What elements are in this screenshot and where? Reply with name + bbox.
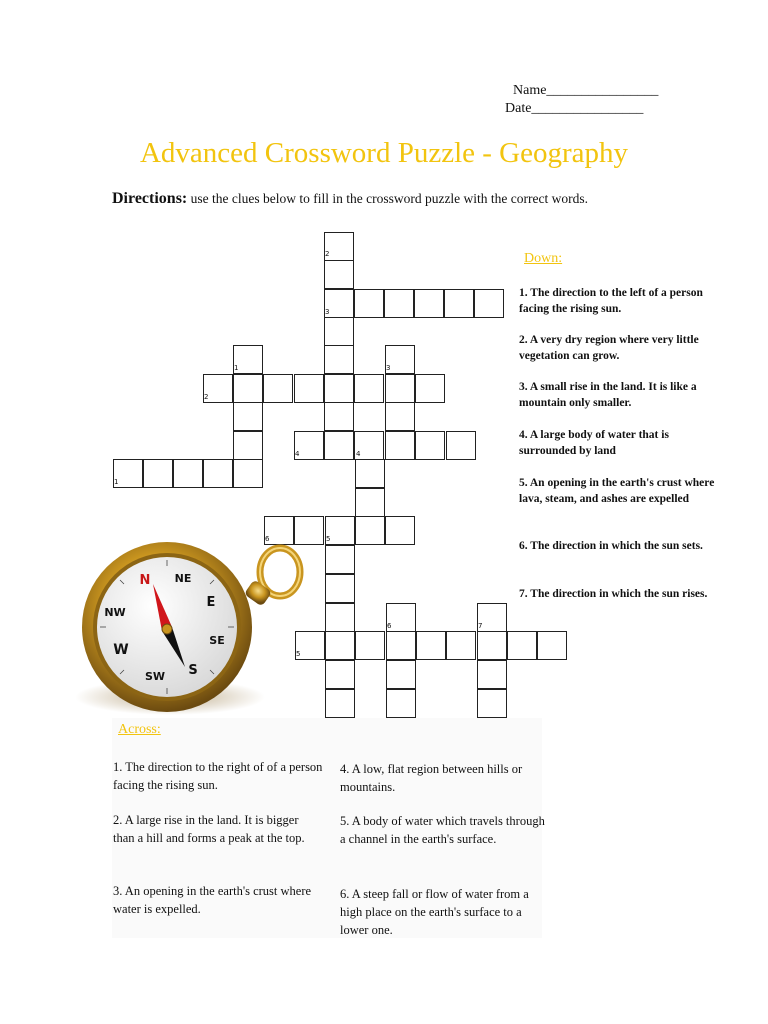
grid-cell[interactable] <box>416 631 446 660</box>
grid-cell[interactable] <box>386 689 416 718</box>
grid-cell[interactable] <box>355 459 385 488</box>
across-clue-3: 3. An opening in the earth's crust where water is expelled. <box>113 884 312 916</box>
across-clue-2: 2. A large rise in the land. It is bigger than a hill and forms a peak at the top. <box>113 813 305 845</box>
down-clue-1: 1. The direction to the left of a person facing the rising sun. <box>519 287 703 315</box>
grid-cell[interactable] <box>233 402 263 431</box>
down-clue-2: 2. A very dry region where very little vegetation can grow. <box>519 334 699 362</box>
down-clue-6: 6. The direction in which the sun sets. <box>519 540 703 552</box>
grid-cell[interactable] <box>477 689 507 718</box>
clue-number: 7 <box>478 622 483 630</box>
compass-illustration <box>75 532 310 717</box>
down-title: Down: <box>524 251 563 266</box>
grid-cell[interactable] <box>385 431 415 460</box>
grid-cell[interactable] <box>384 289 414 318</box>
compass-letter: NE <box>174 572 192 585</box>
grid-cell[interactable] <box>233 459 263 488</box>
grid-cell[interactable] <box>325 574 355 603</box>
grid-cell[interactable] <box>507 631 537 660</box>
grid-cell[interactable] <box>354 374 384 403</box>
grid-cell[interactable] <box>203 459 233 488</box>
grid-cell[interactable] <box>446 431 476 460</box>
grid-cell[interactable] <box>415 374 445 403</box>
grid-cell[interactable] <box>233 374 263 403</box>
grid-cell[interactable] <box>446 631 476 660</box>
grid-cell[interactable] <box>474 289 504 318</box>
grid-cell[interactable] <box>355 516 385 545</box>
clue-number: 4 <box>356 450 361 458</box>
clue-number: 3 <box>325 308 330 316</box>
grid-cell[interactable] <box>444 289 474 318</box>
across-title: Across: <box>118 722 161 737</box>
grid-cell[interactable] <box>385 374 415 403</box>
compass-letter: SE <box>209 634 225 647</box>
compass-letter: NW <box>104 606 126 619</box>
grid-cell[interactable] <box>324 317 354 346</box>
grid-cell[interactable] <box>233 431 263 460</box>
compass-letter: N <box>139 573 151 588</box>
across-clue-1: 1. The direction to the right of of a person facing the rising sun. <box>113 760 323 792</box>
clue-number: 2 <box>204 393 209 401</box>
directions-text: use the clues below to fill in the crossword puzzle with the correct words. <box>187 191 589 206</box>
grid-cell[interactable] <box>324 345 354 374</box>
clue-number: 3 <box>386 364 391 372</box>
clue-number: 6 <box>387 622 392 630</box>
clue-number: 2 <box>325 250 330 258</box>
grid-cell[interactable] <box>386 631 416 660</box>
across-clue-4: 4. A low, flat region between hills or mountains. <box>340 762 523 794</box>
grid-cell[interactable] <box>385 516 415 545</box>
clue-number: 4 <box>295 450 300 458</box>
grid-cell[interactable] <box>324 260 354 289</box>
grid-cell[interactable] <box>355 488 385 517</box>
down-clue-7: 7. The direction in which the sun rises. <box>519 588 708 600</box>
grid-cell[interactable] <box>354 289 384 318</box>
grid-cell[interactable] <box>415 431 445 460</box>
grid-cell[interactable] <box>294 374 324 403</box>
across-clue-5: 5. A body of water which travels through a channel in the earth's surface. <box>340 814 545 846</box>
grid-cell[interactable] <box>385 402 415 431</box>
down-clue-5: 5. An opening in the earth's crust where lava, steam, and ashes are expelled <box>519 477 715 505</box>
clue-number: 5 <box>296 650 301 658</box>
grid-cell[interactable] <box>325 603 355 632</box>
grid-cell[interactable] <box>386 660 416 689</box>
compass-letter: W <box>113 642 129 658</box>
grid-cell[interactable] <box>173 459 203 488</box>
compass-pivot <box>162 624 172 634</box>
grid-cell[interactable] <box>263 374 293 403</box>
grid-cell[interactable] <box>355 631 385 660</box>
compass-letter: E <box>206 595 216 610</box>
grid-cell[interactable] <box>414 289 444 318</box>
grid-cell[interactable] <box>537 631 567 660</box>
page-title: Advanced Crossword Puzzle - Geography <box>139 137 629 169</box>
date-field-label: Date________________ <box>505 101 644 116</box>
grid-cell[interactable] <box>324 431 354 460</box>
compass-letter: SW <box>144 670 166 683</box>
grid-cell[interactable] <box>324 374 354 403</box>
clue-number: 6 <box>265 535 270 543</box>
grid-cell[interactable] <box>325 545 355 574</box>
grid-cell[interactable] <box>477 660 507 689</box>
grid-cell[interactable] <box>325 660 355 689</box>
clue-number: 1 <box>234 364 239 372</box>
clue-number: 5 <box>326 535 331 543</box>
clue-number: 1 <box>114 478 119 486</box>
across-clue-6: 6. A steep fall or flow of water from a high place on the earth's surface to a lower one. <box>340 887 529 937</box>
grid-cell[interactable] <box>477 631 507 660</box>
grid-cell[interactable] <box>143 459 173 488</box>
name-field-label: Name________________ <box>513 83 659 98</box>
directions-label: Directions: <box>112 190 188 207</box>
down-clue-3: 3. A small rise in the land. It is like a mountain only smaller. <box>519 381 697 409</box>
down-clue-4: 4. A large body of water that is surrounded by land <box>519 429 669 457</box>
grid-cell[interactable] <box>325 631 355 660</box>
grid-cell[interactable] <box>324 402 354 431</box>
compass-letter: S <box>188 663 198 678</box>
grid-cell[interactable] <box>325 689 355 718</box>
